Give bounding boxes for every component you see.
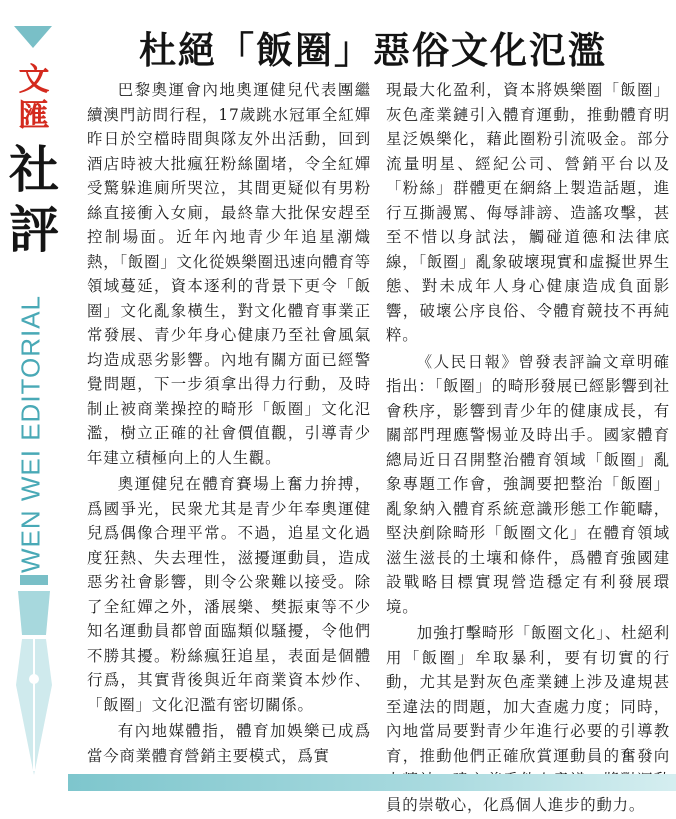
english-label: WEN WEI EDITORIAL	[16, 295, 46, 573]
brand-char-2: 匯	[18, 98, 50, 134]
column-name-char-2: 評	[9, 200, 59, 259]
footer-accent-bar	[68, 774, 676, 791]
brand-char-1: 文	[18, 62, 50, 98]
paragraph: 《人民日報》曾發表評論文章明確指出：「飯圈」的畸形發展已經影響到社會秩序，影響到青少年的健康成長，有關部門理應警惕並及時出手。國家體育總局近日召開整治體育領域「飯圈」亂象專題工作會，強調要把整治「飯圈」亂象納入體育系統意識形態工作範疇，堅決剷除畸形「飯圈文化」在體育領域滋生滋長的土壤和條件，爲體育強國建設戰略目標實現營造穩定有利發展環境。	[386, 352, 670, 616]
editorial-title: 杜絕「飯圈」惡俗文化氾濫	[139, 28, 607, 72]
paragraph: 現最大化盈利，資本將娛樂圈「飯圈」灰色產業鏈引入體育運動，推動體育明星泛娛樂化，藉此圈粉引流吸金。部分流量明星、經紀公司、營銷平台以及「粉絲」群體更在網絡上製造話題，進行互撕謾罵、侮辱誹謗、造謠攻擊，甚至不惜以身試法，觸碰道德和法律底線，「飯圈」亂象破壞現實和虛擬世界生態、對未成年人身心健康造成負面影響，破壞公序良俗、令體育競技不再純粹。	[386, 81, 670, 344]
paragraph: 加強打擊畸形「飯圈文化」、杜絕利用「飯圈」牟取暴利，要有切實的行動，尤其是對灰色產業鏈上涉及違規甚至違法的問題，加大查處力度；同時，內地當局要對青少年進行必要的引導教育，推動他們正確欣賞運動員的奮發向 員的崇敬心，化爲個人進步的動力。	[386, 624, 670, 814]
brand-logo	[12, 62, 56, 134]
column-name-char-1: 社	[9, 140, 59, 199]
left-text-column	[87, 78, 371, 770]
pen-cap-icon	[14, 26, 52, 48]
fountain-pen-icon	[8, 575, 60, 785]
sidebar-masthead	[0, 0, 68, 791]
column-name	[6, 140, 62, 260]
right-text-column	[386, 78, 670, 819]
english-label-band	[16, 288, 46, 580]
paragraph: 巴黎奧運會內地奧運健兒代表團繼續澳門訪問行程，17歲跳水冠軍全紅嬋昨日於空檔時間與隊友外出活動，回到酒店時被大批瘋狂粉絲圍堵，令全紅嬋受驚躲進廁所哭泣，其間更疑似有男粉絲直接衝入女廁，最終靠大批保安趕至控制場面。近年內地青少年追星潮熾熱，「飯圈」文化從娛樂圈迅速向體育等領域蔓延，資本逐利的背景下更令「飯圈」文化亂象橫生，對文化體育事業正常發展、青少年身心健康乃至社會風氣均造成惡劣影響。內地有關方面已經警覺問題，下一步須拿出得力行動，及時制止被商業操控的畸形「飯圈」文化氾濫，樹立正確的社會價值觀，引導青少年建立積極向上的人生觀。	[87, 81, 371, 467]
paragraph: 有內地媒體指，體育加娛樂已成爲當今商業體育營銷主要模式，爲實	[87, 722, 371, 765]
paragraph: 奧運健兒在體育賽場上奮力拚搏，爲國爭光，民衆尤其是青少年奉奧運健兒爲偶像合理平常。不過，追星文化過度狂熱、失去理性，滋擾運動員，造成惡劣社會影響，則令公衆難以接受。除了全紅嬋之外，潘展樂、樊振東等不少知名運動員都曾面臨類似騷擾，令他們不勝其擾。粉絲瘋狂追星，表面是個體行爲，其實背後與近年商業資本炒作、「飯圈」文化氾濫有密切關係。	[87, 475, 371, 714]
